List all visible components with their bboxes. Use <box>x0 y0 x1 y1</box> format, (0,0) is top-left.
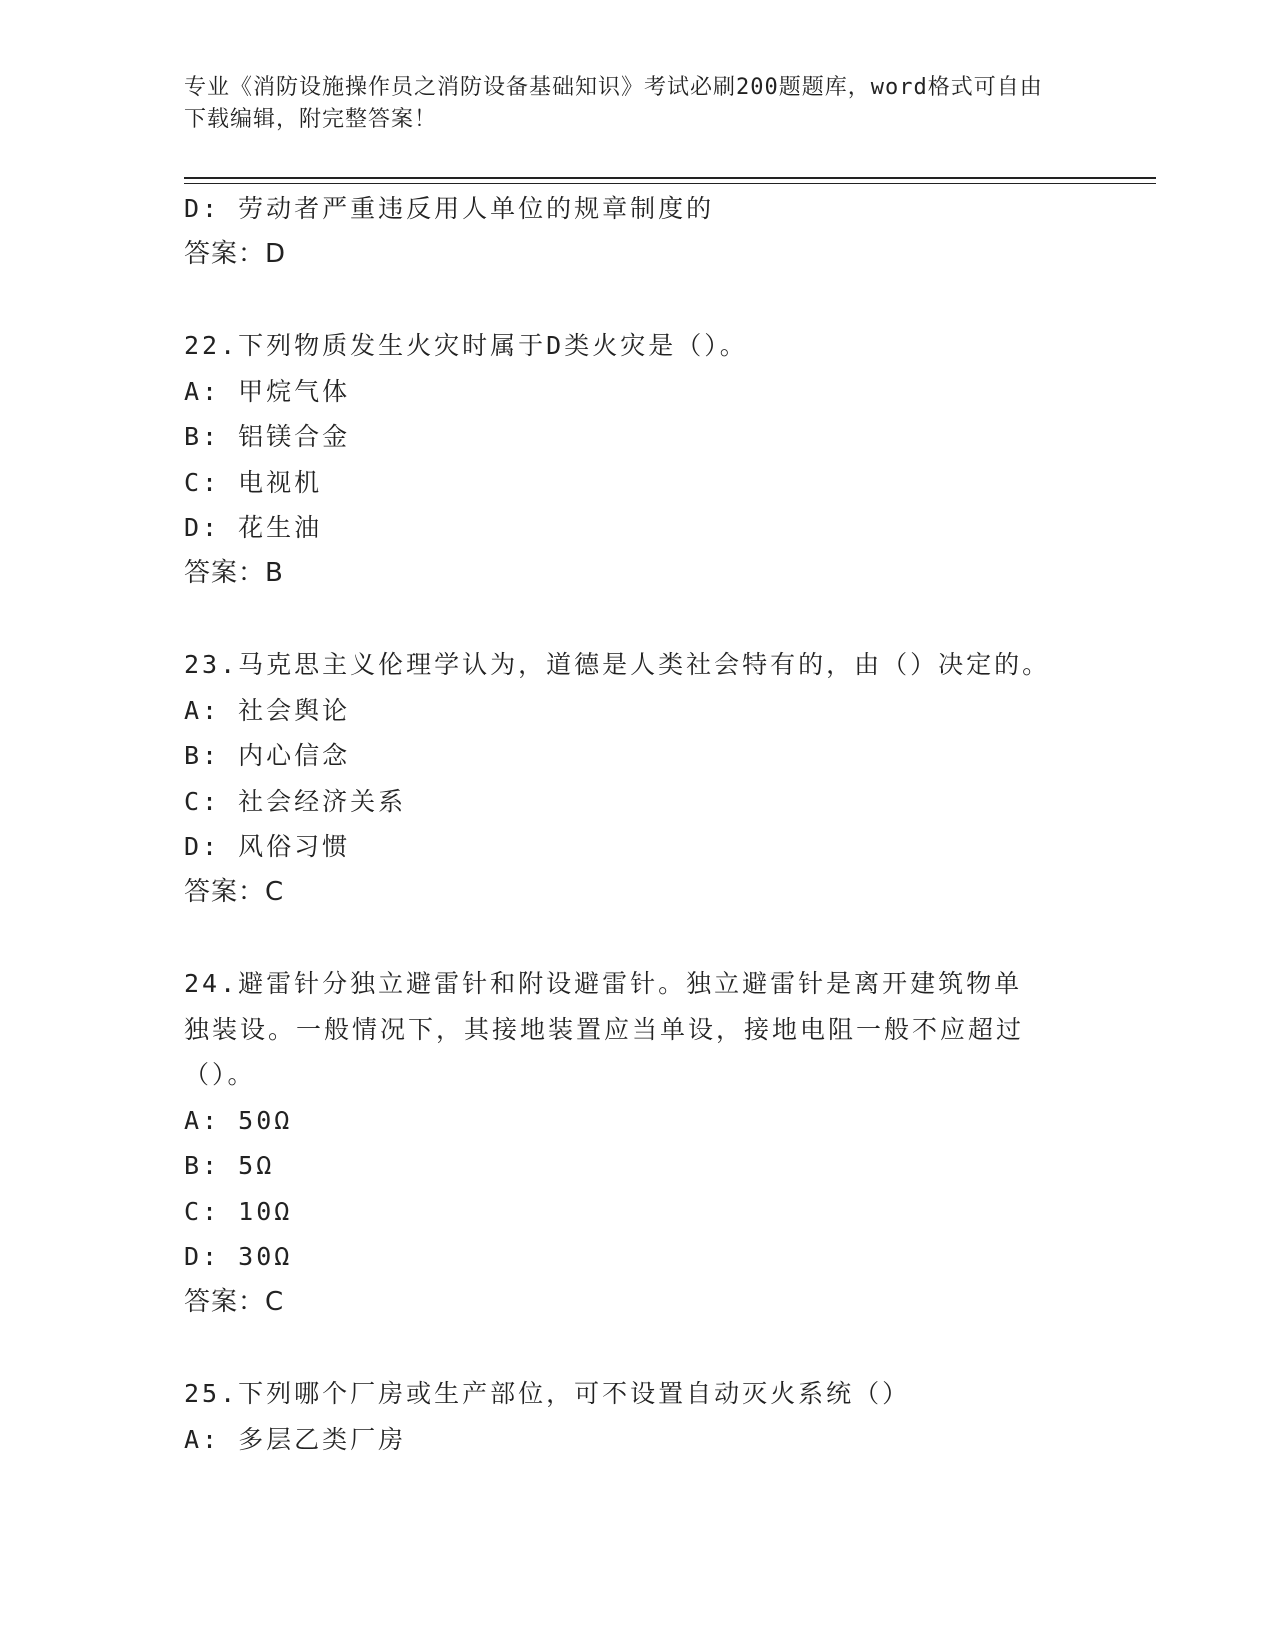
question-block-21 <box>184 186 1084 277</box>
option-c: C: 10Ω <box>184 1196 293 1226</box>
block-spacer <box>184 915 1084 961</box>
option-d: D: 劳动者严重违反用人单位的规章制度的 <box>184 194 715 223</box>
document-header: 专业《消防设施操作员之消防设备基础知识》考试必刷200题题库，word格式可自由下载编辑，附完整答案！ <box>184 75 1043 132</box>
option-a: A: 50Ω <box>184 1105 293 1135</box>
option-c: C: 电视机 <box>184 467 323 497</box>
option-b: B: 内心信念 <box>184 741 351 770</box>
question-text: 25.下列哪个厂房或生产部位，可不设置自动灭火系统（） <box>184 1379 911 1408</box>
answer-line: 答案：C <box>184 1286 285 1317</box>
question-block-24 <box>184 961 1084 1325</box>
option-d: D: 风俗习惯 <box>184 832 351 861</box>
question-block-25 <box>184 1371 1084 1462</box>
header-rule-thin <box>184 183 1156 184</box>
option-d: D: 30Ω <box>184 1242 293 1271</box>
option-b: B: 5Ω <box>184 1151 275 1180</box>
option-a: A: 社会舆论 <box>184 695 351 725</box>
option-c: C: 社会经济关系 <box>184 786 407 816</box>
question-block-23 <box>184 642 1084 915</box>
question-text: 23.马克思主义伦理学认为，道德是人类社会特有的，由（）决定的。 <box>184 650 1051 679</box>
header-rule-thick <box>184 177 1156 179</box>
question-block-22 <box>184 323 1084 596</box>
question-text: 24.避雷针分独立避雷针和附设避雷针。独立避雷针是离开建筑物单独装设。一般情况下，其接地装置应当单设，接地电阻一般不应超过（）。 <box>184 969 1025 1089</box>
question-content <box>184 186 1084 1462</box>
option-a: A: 多层乙类厂房 <box>184 1424 407 1454</box>
block-spacer <box>184 1325 1084 1371</box>
option-a: A: 甲烷气体 <box>184 376 351 406</box>
answer-line: 答案：B <box>184 557 284 588</box>
question-text: 22.下列物质发生火灾时属于D类火灾是（）。 <box>184 331 748 360</box>
block-spacer <box>184 596 1084 642</box>
answer-line: 答案：D <box>184 238 287 269</box>
option-d: D: 花生油 <box>184 513 323 542</box>
answer-line: 答案：C <box>184 876 285 907</box>
option-b: B: 铝镁合金 <box>184 422 351 451</box>
block-spacer <box>184 277 1084 323</box>
